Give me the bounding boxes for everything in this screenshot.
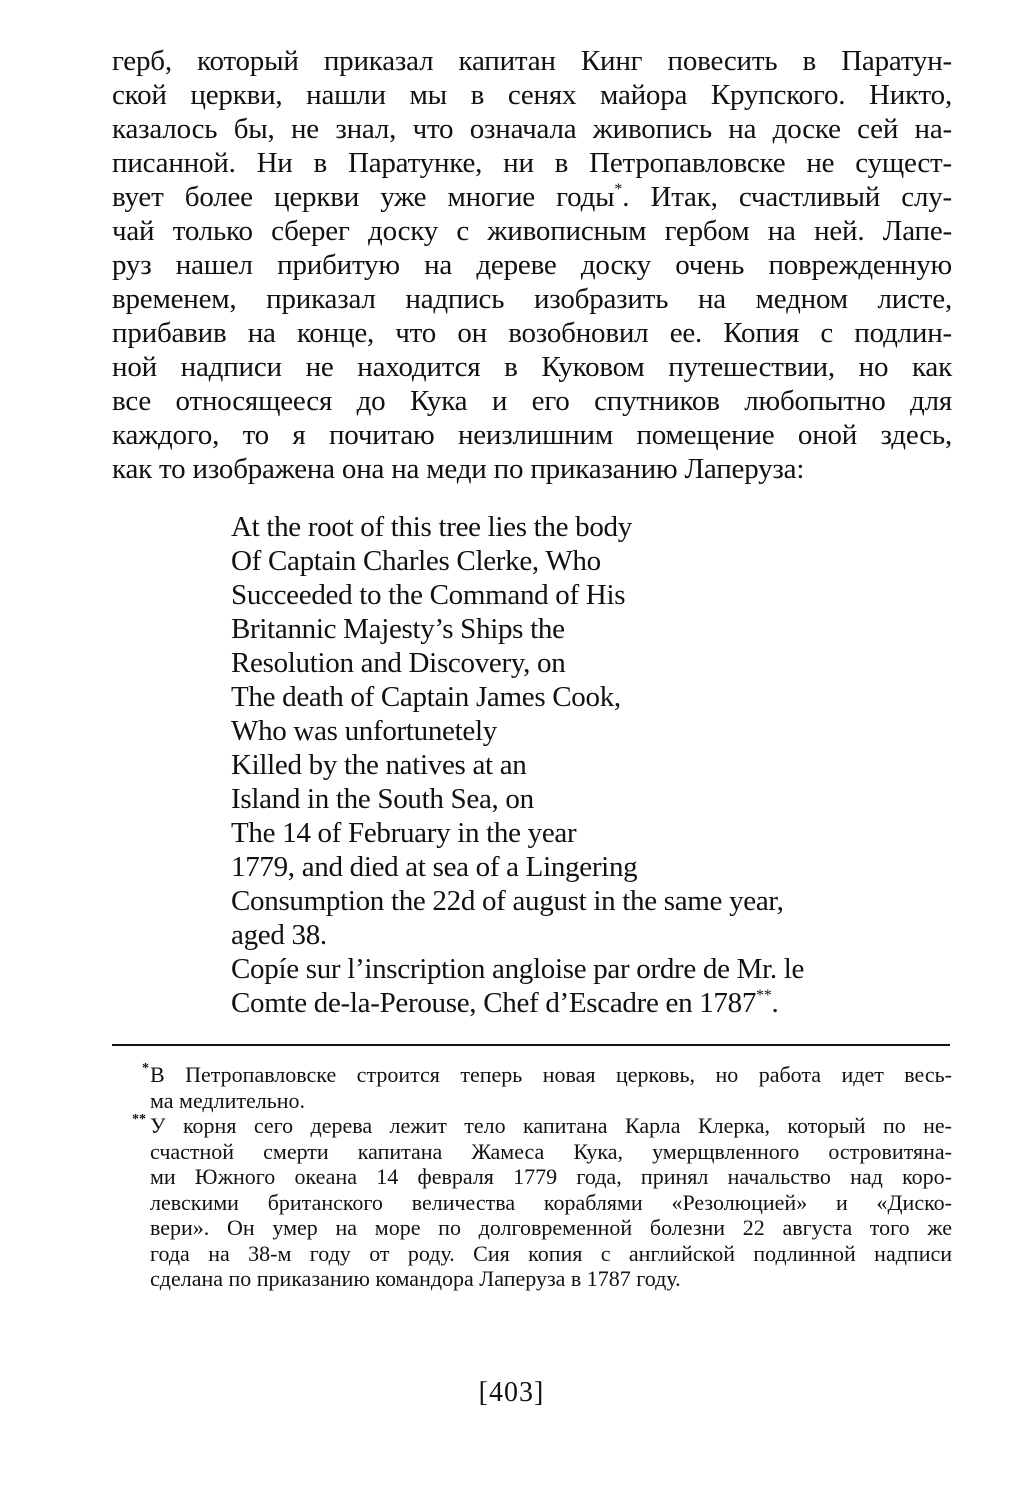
text-segment: вует более церкви уже многие годы: [112, 181, 615, 213]
footnote-line: В Петропавловске строится теперь новая церковь, но работа идет весь-: [150, 1062, 952, 1087]
text-line: каждого, то я почитаю неизлишним помещение оной здесь,: [112, 419, 952, 451]
footnote-line: ми Южного океана 14 февраля 1779 года, принял начальство над коро-: [150, 1164, 952, 1189]
footnote-2: [112, 1113, 952, 1292]
footnote-line: сделана по приказанию командора Лаперуза в 1787 году.: [150, 1266, 681, 1291]
text-line: герб, который приказал капитан Кинг повесить в Паратун-: [112, 45, 952, 77]
inscription-line: Succeeded to the Command of His: [231, 579, 626, 611]
inscription-line: Of Captain Charles Clerke, Who: [231, 545, 601, 577]
text-segment: Comte de-la-Perouse, Chef d’Escadre en 1787: [231, 987, 757, 1019]
footnote-line: года на 38-м году от роду. Сия копия с английской подлинной надписи: [150, 1240, 952, 1266]
text-segment: . Итак, счастливый слу-: [622, 181, 952, 213]
page-number: [403]: [478, 1377, 545, 1408]
inscription-block: [231, 510, 804, 1020]
text-segment: .: [771, 987, 779, 1019]
text-line: прибавив на конце, что он возобновил ее. Копия с подлин-: [112, 317, 952, 349]
main-paragraph: [112, 44, 952, 486]
inscription-line: Killed by the natives at an: [231, 749, 527, 781]
footnote-separator: [112, 1044, 950, 1046]
inscription-line: At the root of this tree lies the body: [231, 511, 632, 543]
text-line: писанной. Ни в Паратунке, ни в Петропавловске не сущест-: [112, 147, 952, 179]
footnote-line: левскими британского величества кораблями «Резолюцией» и «Диско-: [150, 1189, 952, 1215]
footnote-line: У корня сего дерева лежит тело капитана Карла Клерка, который по не-: [150, 1113, 952, 1138]
footnote-ref-1: *: [614, 181, 623, 198]
text-line: временем, приказал надпись изобразить на медном листе,: [112, 283, 952, 315]
text-line: ной надписи не находится в Куковом путешествии, но как: [112, 351, 952, 383]
inscription-line: Who was unfortunetely: [231, 715, 497, 747]
inscription-line: The 14 of February in the year: [231, 817, 577, 849]
text-line: как то изображена она на меди по приказанию Лаперуза:: [112, 453, 805, 485]
inscription-line: The death of Captain James Cook,: [231, 681, 621, 713]
footnote-1: [112, 1062, 952, 1113]
inscription-line: Consumption the 22d of august in the same year,: [231, 885, 784, 917]
inscription-line: Resolution and Discovery, on: [231, 647, 566, 679]
text-line: ской церкви, нашли мы в сенях майора Крупского. Никто,: [112, 79, 952, 111]
text-line-with-footnote-ref: [112, 180, 952, 214]
footnote-marker: **: [132, 1112, 146, 1127]
text-line: руз нашел прибитую на дереве доску очень поврежденную: [112, 249, 952, 281]
text-line: все относящееся до Кука и его спутников любопытно для: [112, 385, 952, 417]
footnote-line: счастной смерти капитана Жамеса Кука, умерщвленного островитяна-: [150, 1138, 952, 1164]
inscription-line-with-footnote-ref: [231, 986, 804, 1020]
footnote-line: вери». Он умер на море по долговременной болезни 22 августа того же: [150, 1215, 952, 1240]
inscription-line: Copíe sur l’inscription angloise par ordre de Mr. le: [231, 953, 805, 985]
inscription-line: aged 38.: [231, 919, 327, 951]
inscription-line: 1779, and died at sea of a Lingering: [231, 851, 638, 883]
text-line: казалось бы, не знал, что означала живопись на доске сей на-: [112, 113, 952, 145]
inscription-line: Britannic Majesty’s Ships the: [231, 613, 565, 645]
inscription-line: Island in the South Sea, on: [231, 783, 534, 815]
footnote-marker: *: [142, 1061, 149, 1076]
footnote-line: ма медлительно.: [150, 1087, 306, 1113]
footnotes: [112, 1062, 952, 1292]
text-line: чай только сберег доску с живописным гербом на ней. Лапе-: [112, 215, 952, 247]
footnote-ref-2: **: [756, 987, 772, 1004]
